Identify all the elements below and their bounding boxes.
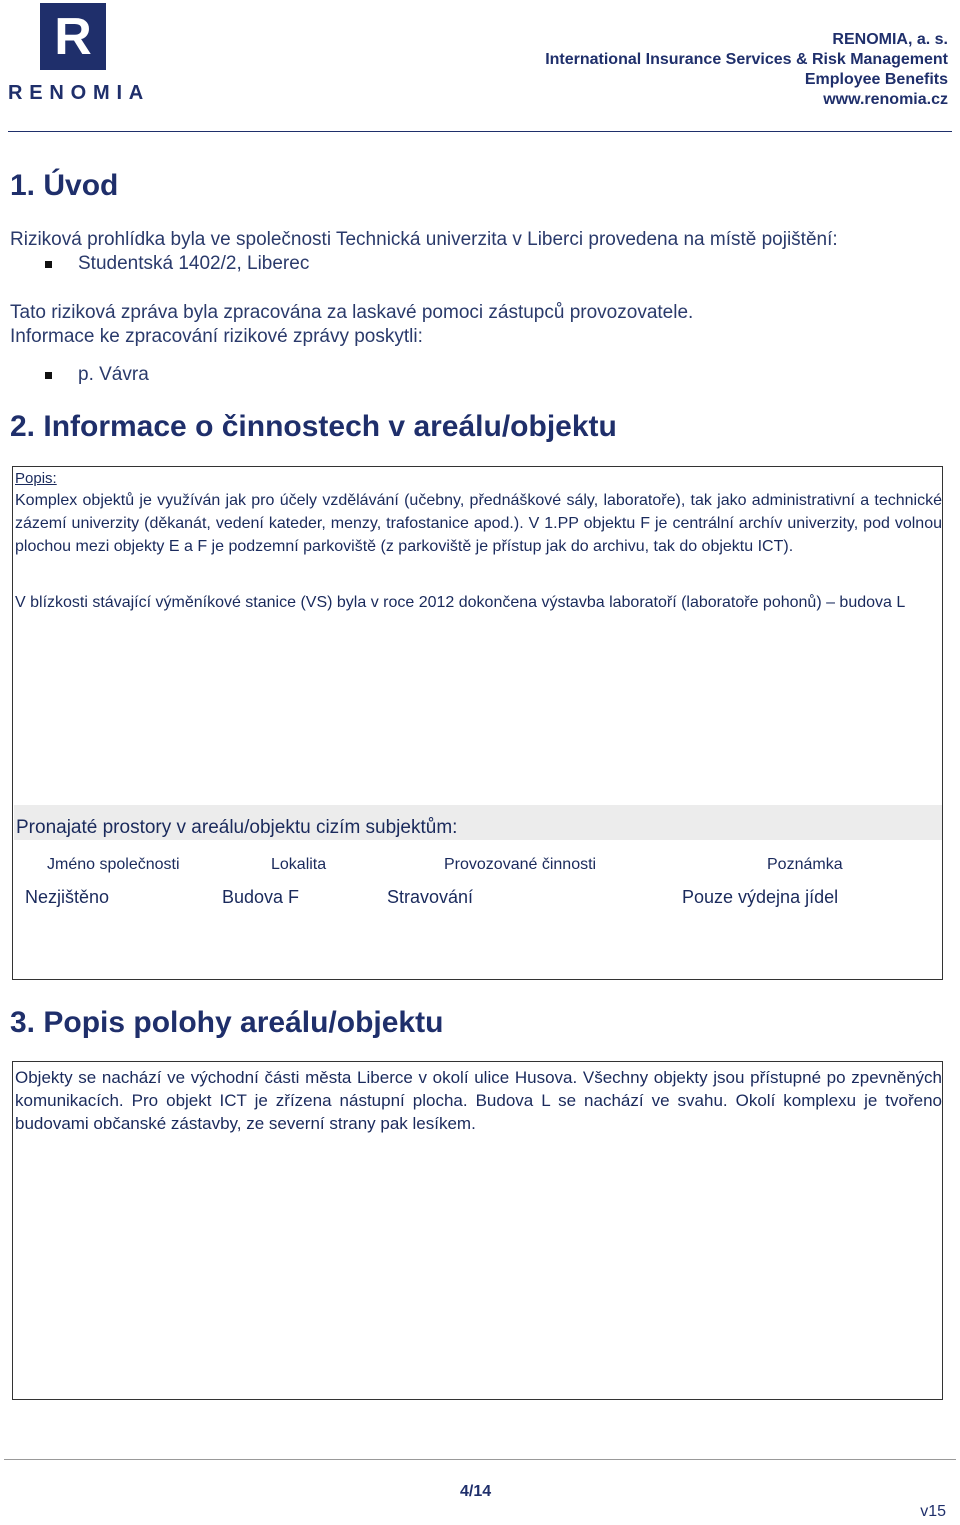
address-text: Studentská 1402/2, Liberec: [78, 253, 310, 274]
table-cell-note: Pouze výdejna jídel: [682, 887, 839, 907]
table-cell-activities: Stravování: [387, 887, 474, 907]
section-1-intro: Riziková prohlídka byla ve společnosti Technická univerzita v Liberci provedena na místě pojištění:: [10, 229, 838, 250]
leased-spaces-title: Pronajaté prostory v areálu/objektu cizím subjektům:: [16, 817, 458, 838]
footer-divider: [4, 1459, 956, 1460]
table-header-company: Jméno společnosti: [47, 856, 180, 873]
prepared-line-2: Informace ke zpracování rizikové zprávy poskytli:: [10, 326, 423, 347]
popis-label: Popis:: [15, 470, 57, 487]
company-benefits: Employee Benefits: [804, 71, 948, 88]
document-version: v15: [920, 1503, 946, 1520]
table-cell-company: Nezjištěno: [25, 887, 110, 907]
company-services: International Insurance Services & Risk Management: [545, 51, 948, 68]
company-website: www.renomia.cz: [823, 91, 948, 108]
contact-text: p. Vávra: [78, 364, 149, 385]
section-1-heading: 1. Úvod: [10, 169, 119, 202]
company-info: [545, 30, 948, 110]
company-name: RENOMIA, a. s.: [832, 31, 948, 48]
table-cell-location: Budova F: [222, 887, 300, 907]
address-bullet: [45, 252, 309, 276]
activities-paragraph-2: V blízkosti stávající výměníkové stanice (VS) byla v roce 2012 dokončena výstavba laboratoří (laboratoře pohonů) – budova L: [15, 594, 906, 611]
header-divider: [8, 131, 952, 132]
section-2-heading: 2. Informace o činnostech v areálu/objektu: [10, 410, 617, 443]
logo-wordmark: RENOMIA: [8, 82, 151, 104]
contact-bullet: [45, 363, 149, 387]
page-number: 4/14: [460, 1483, 492, 1500]
bullet-square-icon: [45, 261, 52, 268]
bullet-square-icon: [45, 372, 52, 379]
location-paragraph: Objekty se nachází ve východní části města Liberce v okolí ulice Husova. Všechny objekty jsou přístupné po zpevněných komunikacích. Pro objekt ICT je zřízena nástupní plocha. Budova L se nachází ve svahu. Okolí komplexu je tvořeno budovami občanské zástavby, ze severní strany pak lesíkem.: [15, 1068, 942, 1133]
section-3-heading: 3. Popis polohy areálu/objektu: [10, 1006, 444, 1039]
activities-paragraph-1: Komplex objektů je využíván jak pro účely vzdělávání (učebny, přednáškové sály, laboratoře), tak jako administrativní a technické zázemí univerzity (děkanát, vedení kateder, menzy, trafostanice apod.). V 1.PP objektu F je centrální archív univerzity, pod volnou plochou mezi objekty E a F je podzemní parkoviště (z parkoviště je přístup jak do archivu, tak do objektu ICT).: [15, 492, 942, 555]
table-header-location: Lokalita: [271, 856, 327, 873]
renomia-logo: [40, 3, 106, 70]
prepared-line-1: Tato riziková zpráva byla zpracována za laskavé pomoci zástupců provozovatele.: [10, 302, 694, 323]
table-header-note: Poznámka: [767, 856, 843, 873]
logo-letter: R: [54, 7, 92, 66]
table-header-activities: Provozované činnosti: [444, 856, 597, 873]
